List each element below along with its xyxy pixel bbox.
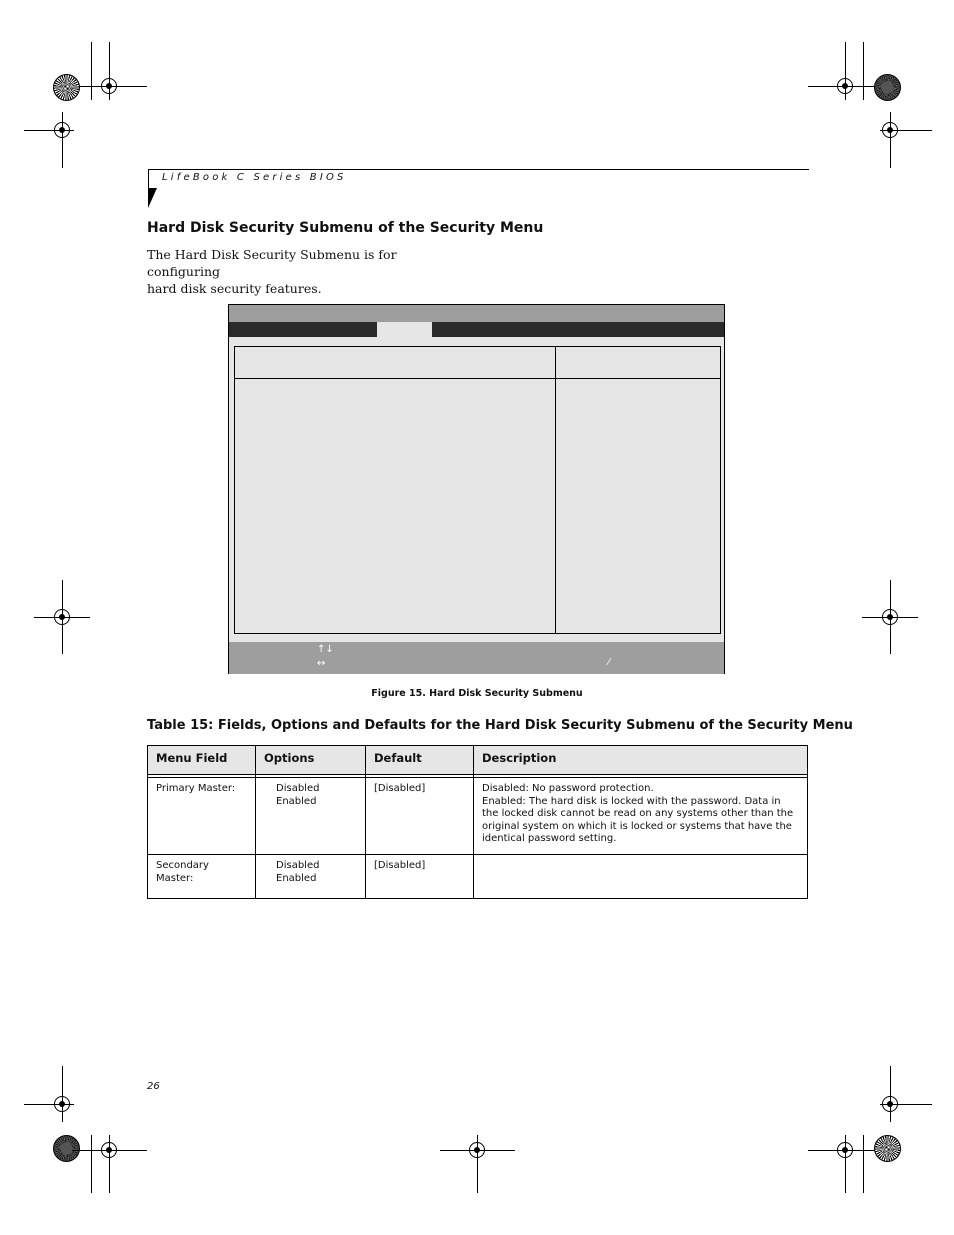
description-line: Enabled: The hard disk is locked with the password. Data in the locked disk cannot be read on any systems other than the original system on which it is locked or systems that have the identical password setting. xyxy=(482,795,794,844)
bios-main-column xyxy=(235,379,556,633)
column-header: Description xyxy=(474,746,808,775)
default-cell: [Disabled] xyxy=(366,855,474,899)
color-wheel-icon xyxy=(874,1135,901,1162)
table-row xyxy=(148,855,808,899)
slash-key-icon: ⁄ xyxy=(608,657,610,668)
column-header: Default xyxy=(366,746,474,775)
table-header-row xyxy=(148,746,808,775)
bios-screen-figure xyxy=(228,304,725,674)
figure-caption: Figure 15. Hard Disk Security Submenu xyxy=(371,688,583,699)
options-cell xyxy=(256,855,366,899)
bios-help-header xyxy=(556,347,720,379)
registration-mark-icon xyxy=(837,1142,853,1158)
color-wheel-icon xyxy=(53,74,80,101)
registration-mark-icon xyxy=(882,122,898,138)
column-header: Options xyxy=(256,746,366,775)
bios-content-panel xyxy=(234,346,721,634)
page-number: 26 xyxy=(147,1081,160,1092)
description-line: Disabled: No password protection. xyxy=(482,783,654,794)
color-wheel-icon xyxy=(874,74,901,101)
bios-key-legend xyxy=(229,642,724,674)
updown-arrow-icon: ↑↓ xyxy=(317,644,334,655)
option-value: Enabled xyxy=(276,872,317,884)
registration-mark-icon xyxy=(54,1096,70,1112)
description-cell xyxy=(474,778,808,855)
bios-main-header xyxy=(235,347,556,379)
option-value: Enabled xyxy=(276,795,317,807)
registration-mark-icon xyxy=(837,78,853,94)
option-value: Disabled xyxy=(276,783,320,794)
registration-mark-icon xyxy=(54,122,70,138)
menu-field-cell: Secondary Master: xyxy=(148,855,256,899)
table-title: Table 15: Fields, Options and Defaults for the Hard Disk Security Submenu of the Security Menu xyxy=(147,718,853,733)
bios-menu-bar xyxy=(229,322,724,337)
section-heading: Hard Disk Security Submenu of the Security Menu xyxy=(147,220,544,236)
registration-mark-icon xyxy=(469,1142,485,1158)
header-rule-vertical xyxy=(148,169,149,189)
bios-tab-security xyxy=(377,322,432,339)
fields-options-table xyxy=(147,745,808,899)
header-rule xyxy=(148,169,809,170)
option-value: Disabled xyxy=(276,860,320,871)
registration-mark-icon xyxy=(882,1096,898,1112)
options-cell xyxy=(256,778,366,855)
registration-mark-icon xyxy=(101,78,117,94)
bios-title-bar xyxy=(229,305,724,322)
registration-mark-icon xyxy=(882,609,898,625)
leftright-arrow-icon: ↔ xyxy=(317,658,326,669)
menu-field-cell: Primary Master: xyxy=(148,778,256,855)
default-cell: [Disabled] xyxy=(366,778,474,855)
description-cell xyxy=(474,855,808,899)
running-header-title: LifeBook C Series BIOS xyxy=(162,172,347,183)
table-row xyxy=(148,778,808,855)
registration-mark-icon xyxy=(101,1142,117,1158)
intro-paragraph xyxy=(147,246,467,297)
header-triangle-icon xyxy=(148,188,157,208)
column-header: Menu Field xyxy=(148,746,256,775)
color-wheel-icon xyxy=(53,1135,80,1162)
registration-mark-icon xyxy=(54,609,70,625)
intro-line: hard disk security features. xyxy=(147,281,322,296)
intro-line: The Hard Disk Security Submenu is for configuring xyxy=(147,247,397,279)
